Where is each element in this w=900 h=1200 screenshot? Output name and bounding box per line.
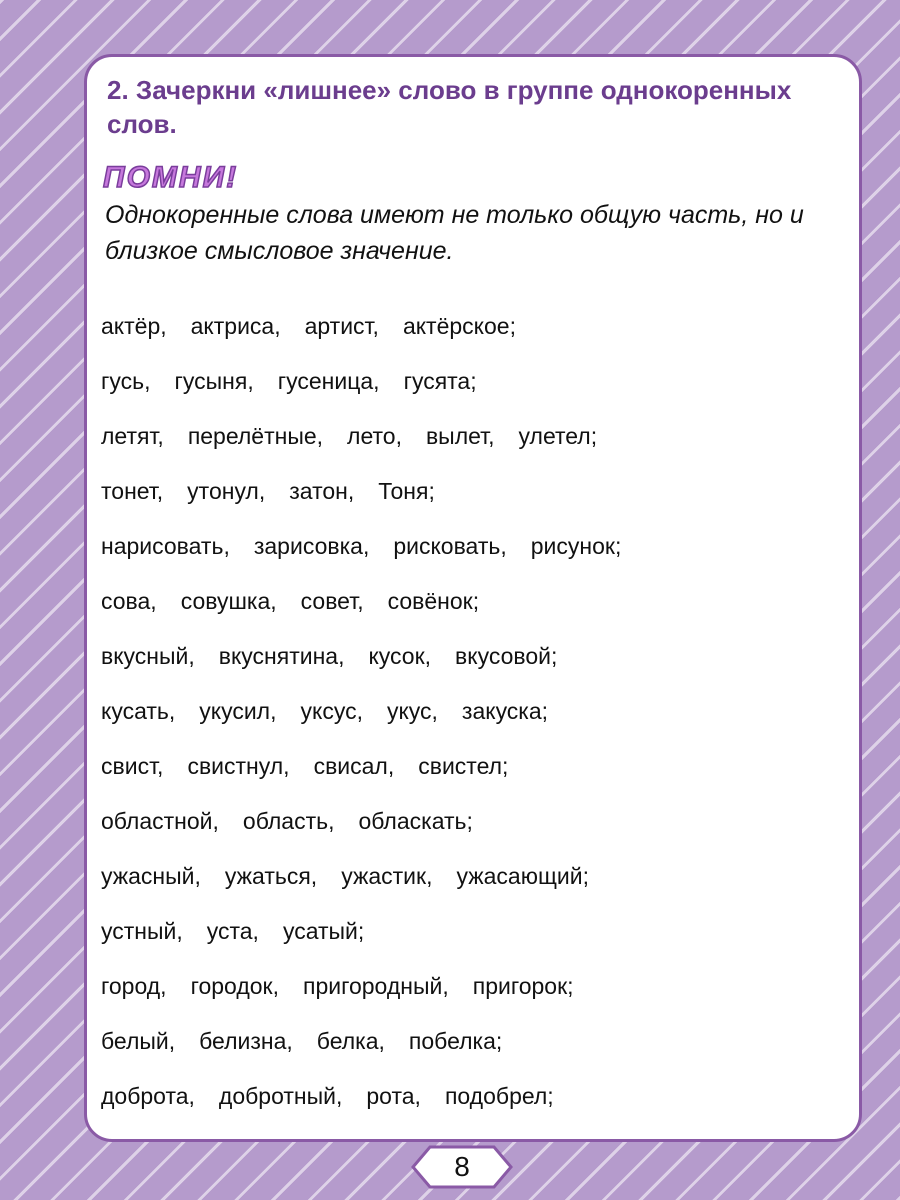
page-number: 8 xyxy=(454,1151,470,1182)
page-number-badge xyxy=(410,1144,514,1190)
word[interactable]: устный, xyxy=(101,918,183,944)
word[interactable]: уста, xyxy=(206,918,259,944)
word[interactable]: ужасающий; xyxy=(456,863,589,889)
word[interactable]: гусыня, xyxy=(174,368,254,394)
word[interactable]: область, xyxy=(242,808,335,834)
word[interactable]: затон, xyxy=(289,478,355,504)
word[interactable]: областной, xyxy=(101,808,219,834)
word-group-row xyxy=(101,354,851,409)
word[interactable]: актриса, xyxy=(190,313,281,339)
word[interactable]: улетел; xyxy=(518,423,598,449)
word[interactable]: белизна, xyxy=(199,1028,293,1054)
rule-text: Однокоренные слова имеют не только общую часть, но и близкое смысловое значение. xyxy=(105,201,804,265)
word-group-row xyxy=(101,1069,851,1124)
word[interactable]: вкусовой; xyxy=(455,643,558,669)
word-group-row xyxy=(101,299,851,354)
word[interactable]: побелка; xyxy=(408,1028,503,1054)
word[interactable]: доброта, xyxy=(101,1083,195,1109)
word[interactable]: подобрел; xyxy=(444,1083,554,1109)
word[interactable]: летят, xyxy=(101,423,164,449)
word-group-row xyxy=(101,1014,851,1069)
word[interactable]: уксус, xyxy=(300,698,363,724)
word[interactable]: укус, xyxy=(386,698,438,724)
word-groups xyxy=(101,299,851,1124)
word-group-row xyxy=(101,684,851,739)
word[interactable]: лето, xyxy=(347,423,402,449)
word[interactable]: закуска; xyxy=(461,698,549,724)
word-group-row xyxy=(101,739,851,794)
word[interactable]: Тоня; xyxy=(378,478,435,504)
word[interactable]: пригорок; xyxy=(472,973,574,999)
word[interactable]: гусь, xyxy=(101,368,151,394)
word-group-row xyxy=(101,629,851,684)
word[interactable]: зарисовка, xyxy=(253,533,370,559)
word[interactable]: пригородный, xyxy=(303,973,449,999)
word[interactable]: ужасный, xyxy=(101,863,201,889)
word[interactable]: тонет, xyxy=(101,478,164,504)
word-group-row xyxy=(101,959,851,1014)
word[interactable]: совушка, xyxy=(180,588,277,614)
remember-heading: ПОМНИ! xyxy=(103,161,239,194)
word[interactable]: перелётные, xyxy=(187,423,324,449)
word-group-row xyxy=(101,519,851,574)
word[interactable]: сова, xyxy=(101,588,157,614)
word[interactable]: гусята; xyxy=(403,368,477,394)
word[interactable]: ужастик, xyxy=(341,863,433,889)
word[interactable]: ужаться, xyxy=(224,863,318,889)
word[interactable]: артист, xyxy=(304,313,379,339)
word[interactable]: обласкать; xyxy=(358,808,473,834)
word[interactable]: добротный, xyxy=(218,1083,343,1109)
word-group-row xyxy=(101,904,851,959)
word[interactable]: свистнул, xyxy=(187,753,290,779)
word[interactable]: актёрское; xyxy=(402,313,516,339)
word[interactable]: укусил, xyxy=(199,698,277,724)
word-group-row xyxy=(101,794,851,849)
word-group-row xyxy=(101,574,851,629)
word[interactable]: свист, xyxy=(101,753,164,779)
word[interactable]: кусок, xyxy=(368,643,432,669)
word[interactable]: рисковать, xyxy=(393,533,507,559)
word[interactable]: гусеница, xyxy=(277,368,380,394)
exercise-card xyxy=(84,54,862,1142)
word[interactable]: актёр, xyxy=(101,313,167,339)
word[interactable]: вкусный, xyxy=(101,643,195,669)
word[interactable]: белый, xyxy=(101,1028,176,1054)
word[interactable]: нарисовать, xyxy=(101,533,230,559)
word-group-row xyxy=(101,464,851,519)
word[interactable]: город, xyxy=(101,973,167,999)
word[interactable]: совет, xyxy=(300,588,364,614)
word[interactable]: рота, xyxy=(366,1083,421,1109)
word[interactable]: вылет, xyxy=(425,423,495,449)
word[interactable]: вкуснятина, xyxy=(218,643,345,669)
word[interactable]: совёнок; xyxy=(387,588,480,614)
word-group-row xyxy=(101,849,851,904)
word-group-row xyxy=(101,409,851,464)
word[interactable]: кусать, xyxy=(101,698,176,724)
word[interactable]: белка, xyxy=(316,1028,385,1054)
word[interactable]: усатый; xyxy=(282,918,365,944)
word[interactable]: рисунок; xyxy=(530,533,622,559)
word[interactable]: утонул, xyxy=(187,478,266,504)
word[interactable]: свисал, xyxy=(313,753,395,779)
word[interactable]: свистел; xyxy=(418,753,509,779)
task-title: 2. Зачеркни «лишнее» слово в группе однокоренных слов. xyxy=(107,75,792,139)
word[interactable]: городок, xyxy=(190,973,279,999)
